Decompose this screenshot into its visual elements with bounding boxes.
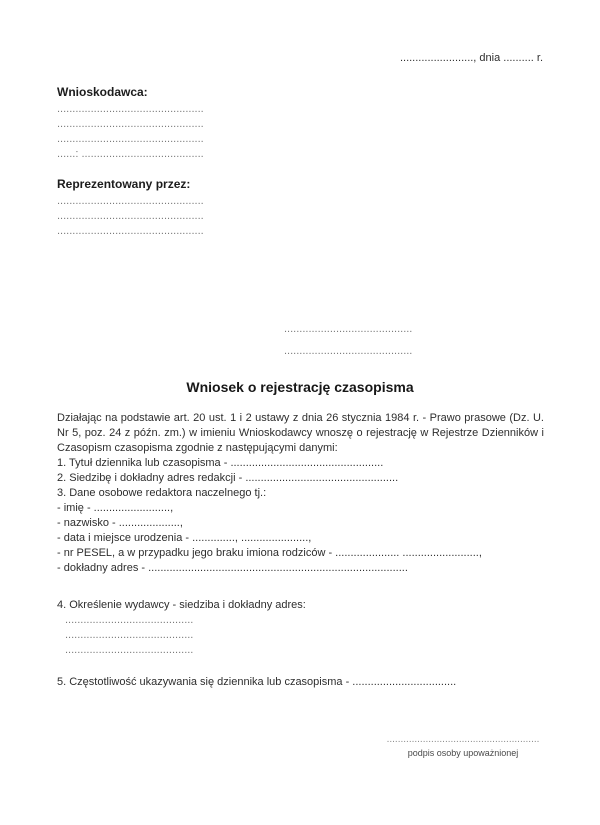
applicant-fill-line-4: ......: ........................................ xyxy=(57,148,204,160)
date-line: ........................, dnia .......... r. xyxy=(399,52,543,64)
item-3-birth-date-place: - data i miejsce urodzenia - .............., ......................, xyxy=(57,532,312,544)
signature-block xyxy=(383,734,543,759)
center-fill-lines xyxy=(284,318,412,362)
legal-basis-paragraph: Działając na podstawie art. 20 ust. 1 i 2 ustawy z dnia 26 stycznia 1984 r. - Prawo prasowe (Dz. U. Nr 5, poz. 24 z późn. zm.) w imieniu Wnioskodawcy wnoszę o rejestrację w Rejestrze Dzienników i Czasopism czasopisma zgodnie z następującymi danymi: xyxy=(57,412,544,454)
document-title: Wniosek o rejestrację czasopisma xyxy=(186,379,414,395)
item-3-exact-address: - dokładny adres - ..................................................................................... xyxy=(57,562,408,574)
item-3-last-name: - nazwisko - ...................., xyxy=(57,517,183,529)
item-4-fill-line-1: .......................................... xyxy=(65,614,194,626)
applicant-section xyxy=(57,85,204,162)
form-body xyxy=(57,411,544,690)
applicant-fill-line-3: ................................................ xyxy=(57,133,204,145)
item-3-pesel: - nr PESEL, a w przypadku jego braku imiona rodziców - ..................... ........................., xyxy=(57,547,482,559)
signature-fill-line: ....................................................... xyxy=(386,734,540,745)
item-1-title: 1. Tytuł dziennika lub czasopisma - .................................................. xyxy=(57,457,384,469)
item-3-editor-data: 3. Dane osobowe redaktora naczelnego tj.: xyxy=(57,487,267,499)
represented-by-section xyxy=(57,177,204,239)
represented-fill-line-3: ................................................ xyxy=(57,225,204,237)
item-5-frequency: 5. Częstotliwość ukazywania się dziennika lub czasopisma - .................................. xyxy=(57,676,457,688)
item-4-publisher: 4. Określenie wydawcy - siedziba i dokładny adres: xyxy=(57,599,306,611)
item-4-fill-line-2: .......................................... xyxy=(65,629,194,641)
center-fill-line-2: .......................................... xyxy=(284,345,413,357)
item-3-first-name: - imię - ........................., xyxy=(57,502,174,514)
applicant-fill-line-2: ................................................ xyxy=(57,118,204,130)
item-2-address: 2. Siedzibę i dokładny adres redakcji - .................................................. xyxy=(57,472,399,484)
item-4-fill-line-3: .......................................... xyxy=(65,644,194,656)
represented-by-heading: Reprezentowany przez: xyxy=(57,177,191,191)
applicant-heading: Wnioskodawca: xyxy=(57,85,148,99)
applicant-fill-line-1: ................................................ xyxy=(57,103,204,115)
represented-fill-line-2: ................................................ xyxy=(57,210,204,222)
center-fill-line-1: .......................................... xyxy=(284,323,413,335)
item-4-fill-lines xyxy=(57,613,544,658)
represented-fill-line-1: ................................................ xyxy=(57,195,204,207)
signature-caption: podpis osoby upoważnionej xyxy=(407,748,519,758)
